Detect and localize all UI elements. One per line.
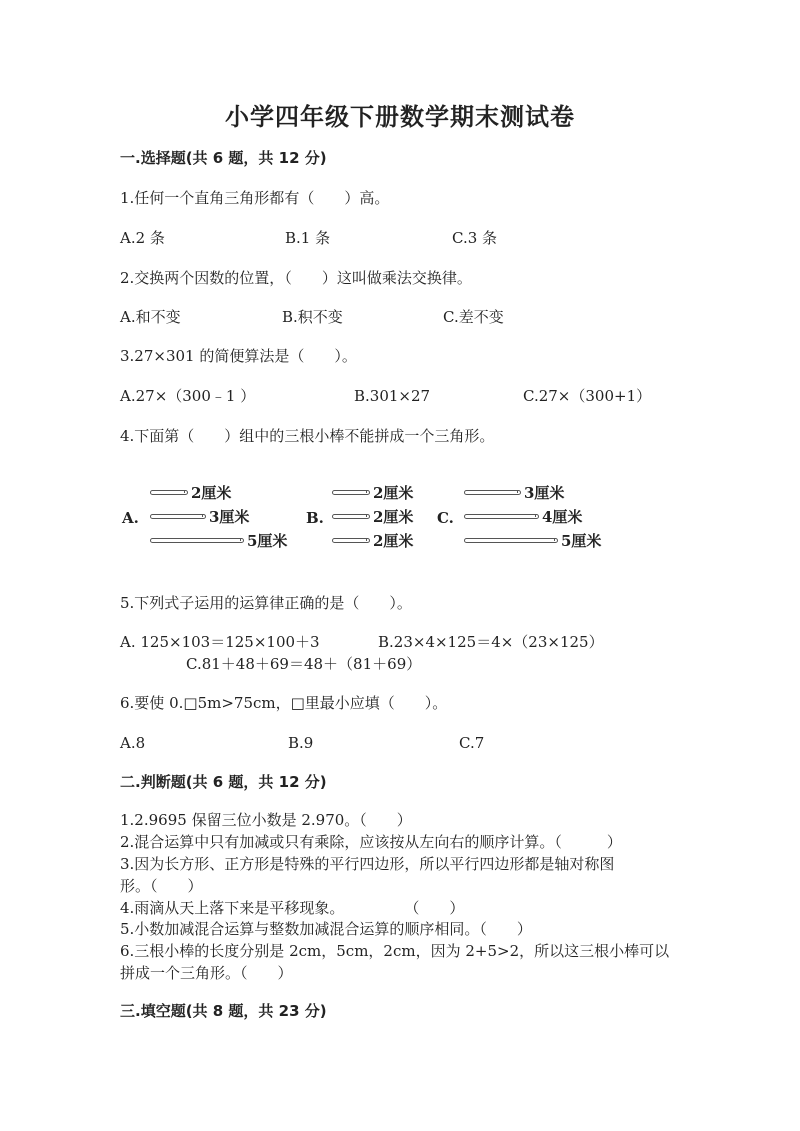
question-4-stem: 4.下面第（ ）组中的三根小棒不能拼成一个三角形。	[120, 427, 495, 445]
question-5-option-a: A. 125×103＝125×100＋3	[120, 633, 320, 651]
section-1-heading: 一.选择题(共 6 题，共 12 分)	[120, 149, 327, 167]
question-1-stem: 1.任何一个直角三角形都有（ ）高。	[120, 189, 390, 207]
question-1-option-a: A.2 条	[120, 229, 165, 247]
section-3-heading: 三.填空题(共 8 题，共 23 分)	[120, 1002, 327, 1020]
question-3-option-a: A.27×（300﹣1 ）	[120, 387, 256, 405]
question-6-stem: 6.要使 0.□5m>75cm，□里最小应填（ ）。	[120, 694, 448, 712]
question-6-option-c: C.7	[459, 734, 485, 752]
group-c-stick-1	[464, 490, 521, 495]
group-b-stick-1	[332, 490, 370, 495]
judge-item-4: 4.雨滴从天上落下来是平移现象。 （ ）	[120, 899, 465, 917]
question-2-option-c: C.差不变	[443, 308, 504, 326]
question-1-option-b: B.1 条	[285, 229, 331, 247]
question-5-option-c: C.81＋48＋69＝48＋（81＋69）	[186, 655, 422, 673]
group-c-stick-3	[464, 538, 558, 543]
group-c-letter: C.	[437, 509, 454, 527]
question-2-stem: 2.交换两个因数的位置，（ ）这叫做乘法交换律。	[120, 269, 472, 287]
group-b-stick-3	[332, 538, 370, 543]
group-b-stick-1-label: 2厘米	[373, 484, 414, 502]
group-b-stick-3-label: 2厘米	[373, 532, 414, 550]
group-a-stick-1	[150, 490, 188, 495]
judge-item-3-cont: 形。（ ）	[120, 877, 203, 895]
group-a-stick-3-label: 5厘米	[247, 532, 288, 550]
section-2-heading: 二.判断题(共 6 题，共 12 分)	[120, 773, 327, 791]
question-3-option-c: C.27×（300+1）	[523, 387, 652, 405]
question-5-stem: 5.下列式子运用的运算律正确的是（ ）。	[120, 594, 412, 612]
group-a-stick-3	[150, 538, 244, 543]
group-b-stick-2	[332, 514, 370, 519]
exam-title: 小学四年级下册数学期末测试卷	[225, 103, 575, 131]
question-1-option-c: C.3 条	[452, 229, 498, 247]
judge-item-2: 2.混合运算中只有加减或只有乘除，应该按从左向右的顺序计算。（ ）	[120, 833, 622, 851]
judge-item-3: 3.因为长方形、正方形是特殊的平行四边形，所以平行四边形都是轴对称图	[120, 855, 615, 873]
question-2-option-b: B.积不变	[282, 308, 343, 326]
group-b-letter: B.	[306, 509, 324, 527]
judge-item-1: 1.2.9695 保留三位小数是 2.970。（ ）	[120, 811, 412, 829]
judge-item-6: 6.三根小棒的长度分别是 2cm，5cm，2cm，因为 2+5>2，所以这三根小棒可以	[120, 942, 670, 960]
question-6-option-b: B.9	[288, 734, 314, 752]
group-a-letter: A.	[122, 509, 139, 527]
group-c-stick-2-label: 4厘米	[542, 508, 583, 526]
question-2-option-a: A.和不变	[120, 308, 181, 326]
group-b-stick-2-label: 2厘米	[373, 508, 414, 526]
question-5-option-b: B.23×4×125＝4×（23×125）	[378, 633, 604, 651]
question-3-stem: 3.27×301 的简便算法是（ ）。	[120, 347, 357, 365]
question-6-option-a: A.8	[120, 734, 146, 752]
group-a-stick-2	[150, 514, 206, 519]
judge-item-6-cont: 拼成一个三角形。（ ）	[120, 964, 293, 982]
question-3-option-b: B.301×27	[354, 387, 431, 405]
group-a-stick-2-label: 3厘米	[209, 508, 250, 526]
group-c-stick-3-label: 5厘米	[561, 532, 602, 550]
group-c-stick-2	[464, 514, 539, 519]
group-c-stick-1-label: 3厘米	[524, 484, 565, 502]
judge-item-5: 5.小数加减混合运算与整数加减混合运算的顺序相同。（ ）	[120, 920, 532, 938]
group-a-stick-1-label: 2厘米	[191, 484, 232, 502]
